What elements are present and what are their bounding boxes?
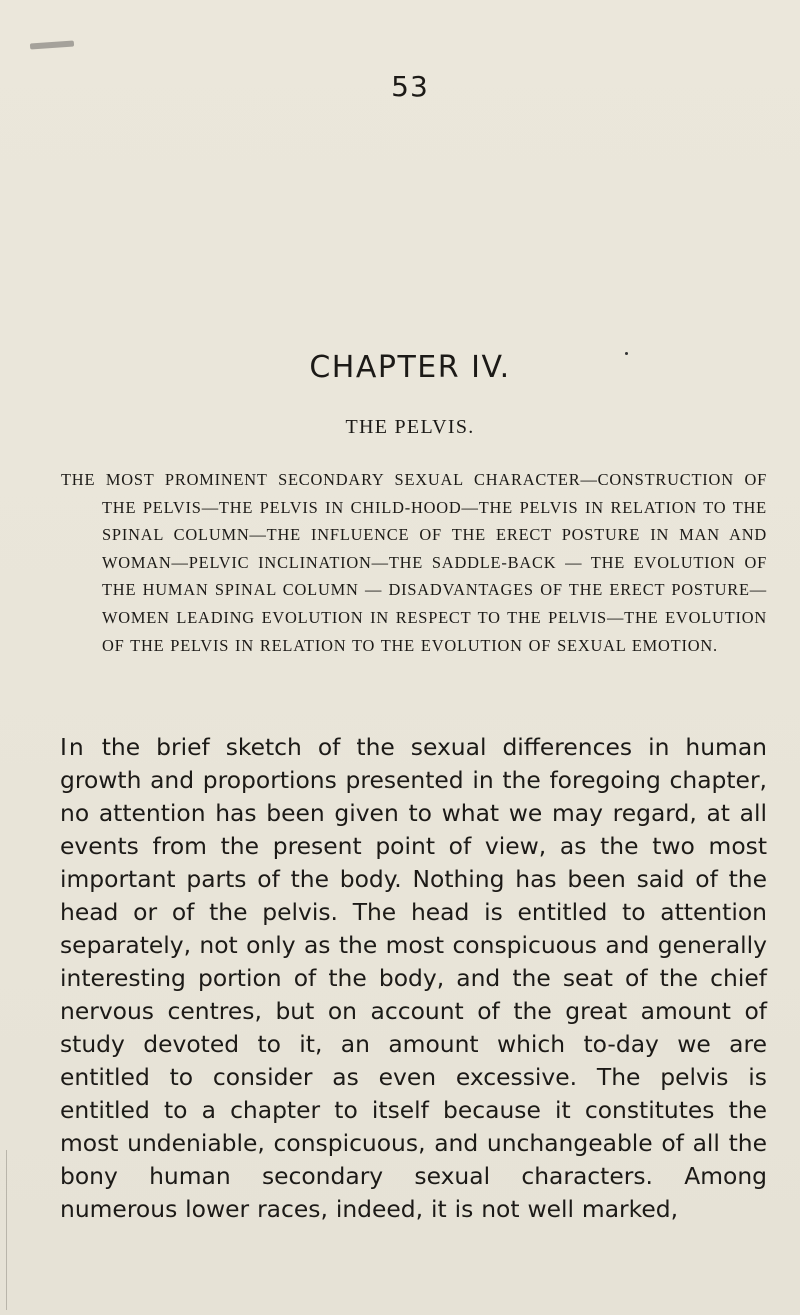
scan-artifact: [30, 40, 74, 49]
chapter-subtitle: THE PELVIS.: [345, 416, 475, 438]
page-number: 53: [391, 70, 429, 103]
body-paragraph: [60, 731, 767, 1226]
paragraph-text: the brief sketch of the sexual differences in human growth and proportions presented in the foregoing chapter, no attention has been given to what we may regard, at all events from the present point of view, as the two most important parts of the body. Nothing has been said of the head or of the pelvis. The head is entitled to attention separately, not only as the most conspicuous and generally interesting portion of the body, and the seat of the chief nervous centres, but on account of the great amount of study devoted to it, an amount which to-day we are entitled to consider as even excessive. The pelvis is entitled to a chapter to itself because it constitutes the most undeniable, conspicuous, and unchangeable of all the bony human secondary sexual characters. Among numerous lower races, indeed, it is not well marked,: [60, 733, 767, 1223]
chapter-synopsis: THE MOST PROMINENT SECONDARY SEXUAL CHARACTER—CONSTRUCTION OF THE PELVIS—THE PELVIS IN CHILD-HOOD—THE PELVIS IN RELATION TO THE SPINAL COLUMN—THE INFLUENCE OF THE ERECT POSTURE IN MAN AND WOMAN—PELVIC INCLINATION—THE SADDLE-BACK — THE EVOLUTION OF THE HUMAN SPINAL COLUMN — DISADVANTAGES OF THE ERECT POSTURE—WOMEN LEADING EVOLUTION IN RESPECT TO THE PELVIS—THE EVOLUTION OF THE PELVIS IN RELATION TO THE EVOLUTION OF SEXUAL EMOTION.: [61, 470, 767, 655]
first-word: In: [60, 733, 86, 761]
chapter-heading: CHAPTER IV.: [309, 350, 511, 385]
page-edge-shadow: [6, 1150, 7, 1310]
